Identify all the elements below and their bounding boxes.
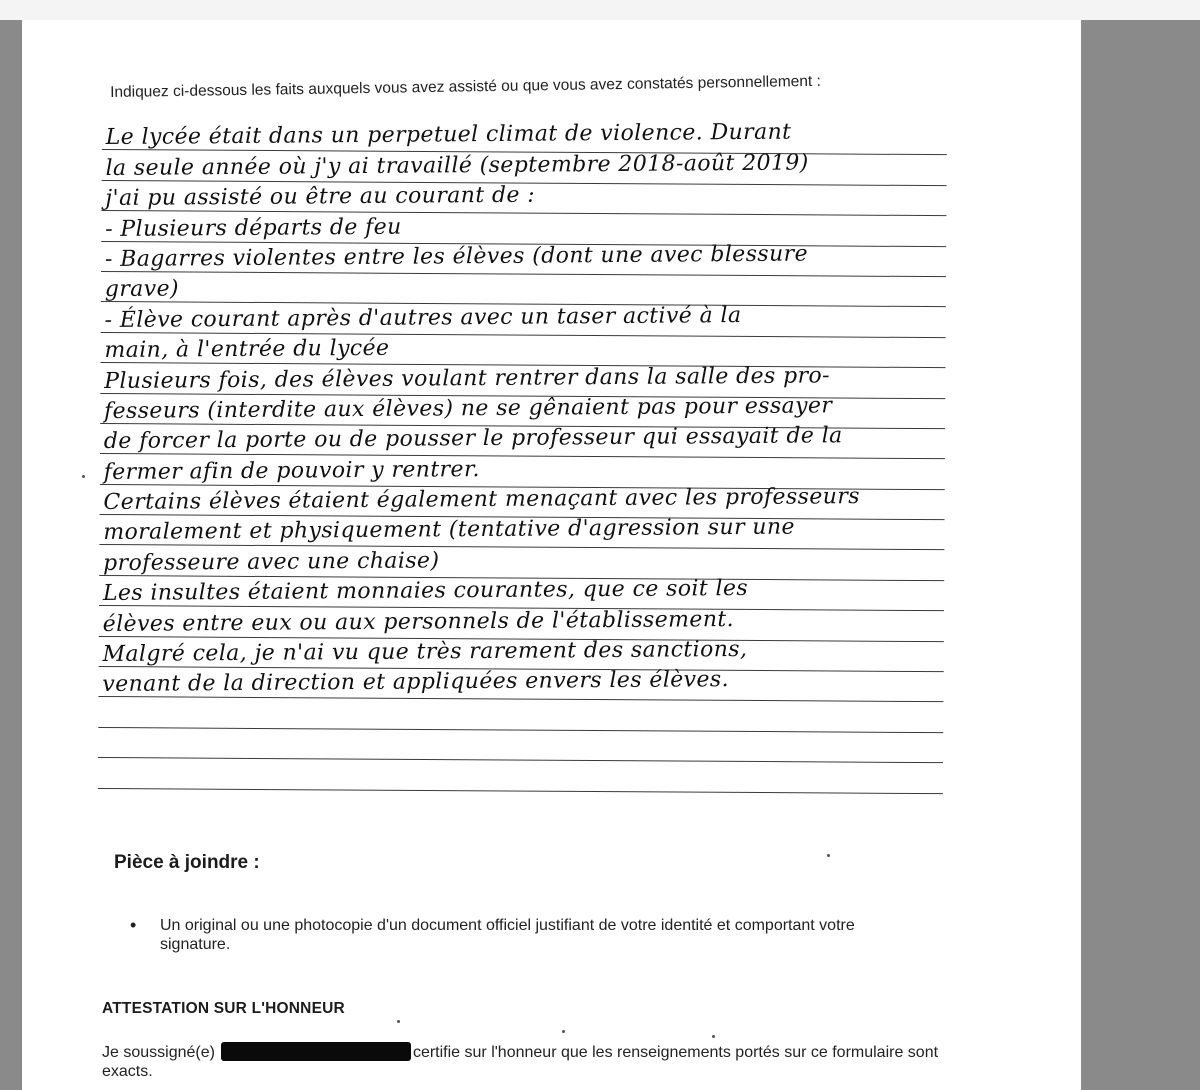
attestation-title: ATTESTATION SUR L'HONNEUR: [102, 1000, 345, 1017]
handwritten-text: venant de la direction et appliquées envers les élèves.: [102, 667, 730, 698]
handwritten-text: professeure avec une chaise): [103, 548, 440, 576]
ruled-line: [98, 758, 943, 794]
handwritten-text: Le lycée était dans un perpetuel climat de violence. Durant: [105, 120, 792, 151]
attestation-text: [102, 1042, 962, 1081]
viewer-top-strip: [0, 0, 1200, 20]
handwritten-text: moralement et physiquement (tentative d'agression sur une: [103, 515, 795, 546]
attestation-text-after: certifie sur l'honneur que les renseignements portés sur ce formulaire sont exacts.: [102, 1044, 939, 1080]
handwritten-text: grave): [104, 276, 180, 303]
handwritten-text: de forcer la porte ou de pousser le professeur qui essayait de la: [103, 423, 843, 455]
handwritten-text: j'ai pu assisté ou être au courant de :: [105, 182, 536, 212]
handwritten-text: main, à l'entrée du lycée: [104, 335, 390, 364]
handwritten-text: élèves entre eux ou aux personnels de l'établissement.: [102, 606, 735, 637]
handwritten-text: Plusieurs fois, des élèves voulant rentrer dans la salle des pro-: [104, 362, 831, 394]
handwritten-text: Les insultes étaient monnaies courantes, que ce soit les: [102, 576, 749, 607]
scan-speck: [712, 1035, 715, 1038]
handwritten-text: la seule année où j'y ai travaillé (septembre 2018-août 2019): [105, 150, 809, 181]
redacted-name: [221, 1042, 411, 1061]
handwritten-statement: [98, 120, 947, 794]
handwritten-text: fermer afin de pouvoir y rentrer.: [103, 456, 480, 485]
handwritten-text: Malgré cela, je n'ai vu que très rarement des sanctions,: [102, 636, 748, 668]
attachments-bullet-text: Un original ou une photocopie d'un document officiel justifiant de votre identité et comportant votre signature.: [160, 917, 855, 953]
attachments-title: Pièce à joindre :: [114, 852, 260, 873]
handwritten-text: fesseurs (interdite aux élèves) ne se gênaient pas pour essayer: [103, 393, 833, 424]
facts-prompt: Indiquez ci-dessous les faits auxquels vous avez assisté ou que vous avez constatés personnellement :: [110, 72, 822, 101]
document-page: [22, 20, 1081, 1090]
scan-speck: [397, 1020, 400, 1023]
handwritten-text: - Élève courant après d'autres avec un taser activé à la: [104, 302, 742, 333]
handwritten-text: - Bagarres violentes entre les élèves (dont une avec blessure: [104, 241, 809, 272]
attestation-text-before: Je soussigné(e): [102, 1044, 215, 1061]
scan-speck: [82, 475, 85, 478]
attachments-bullet-item: [130, 916, 890, 954]
bullet-icon: •: [130, 915, 137, 935]
handwritten-text: - Plusieurs départs de feu: [105, 214, 402, 242]
scan-speck: [827, 854, 830, 857]
scan-speck: [562, 1030, 565, 1033]
handwritten-text: Certains élèves étaient également menaçant avec les professeurs: [103, 484, 860, 516]
